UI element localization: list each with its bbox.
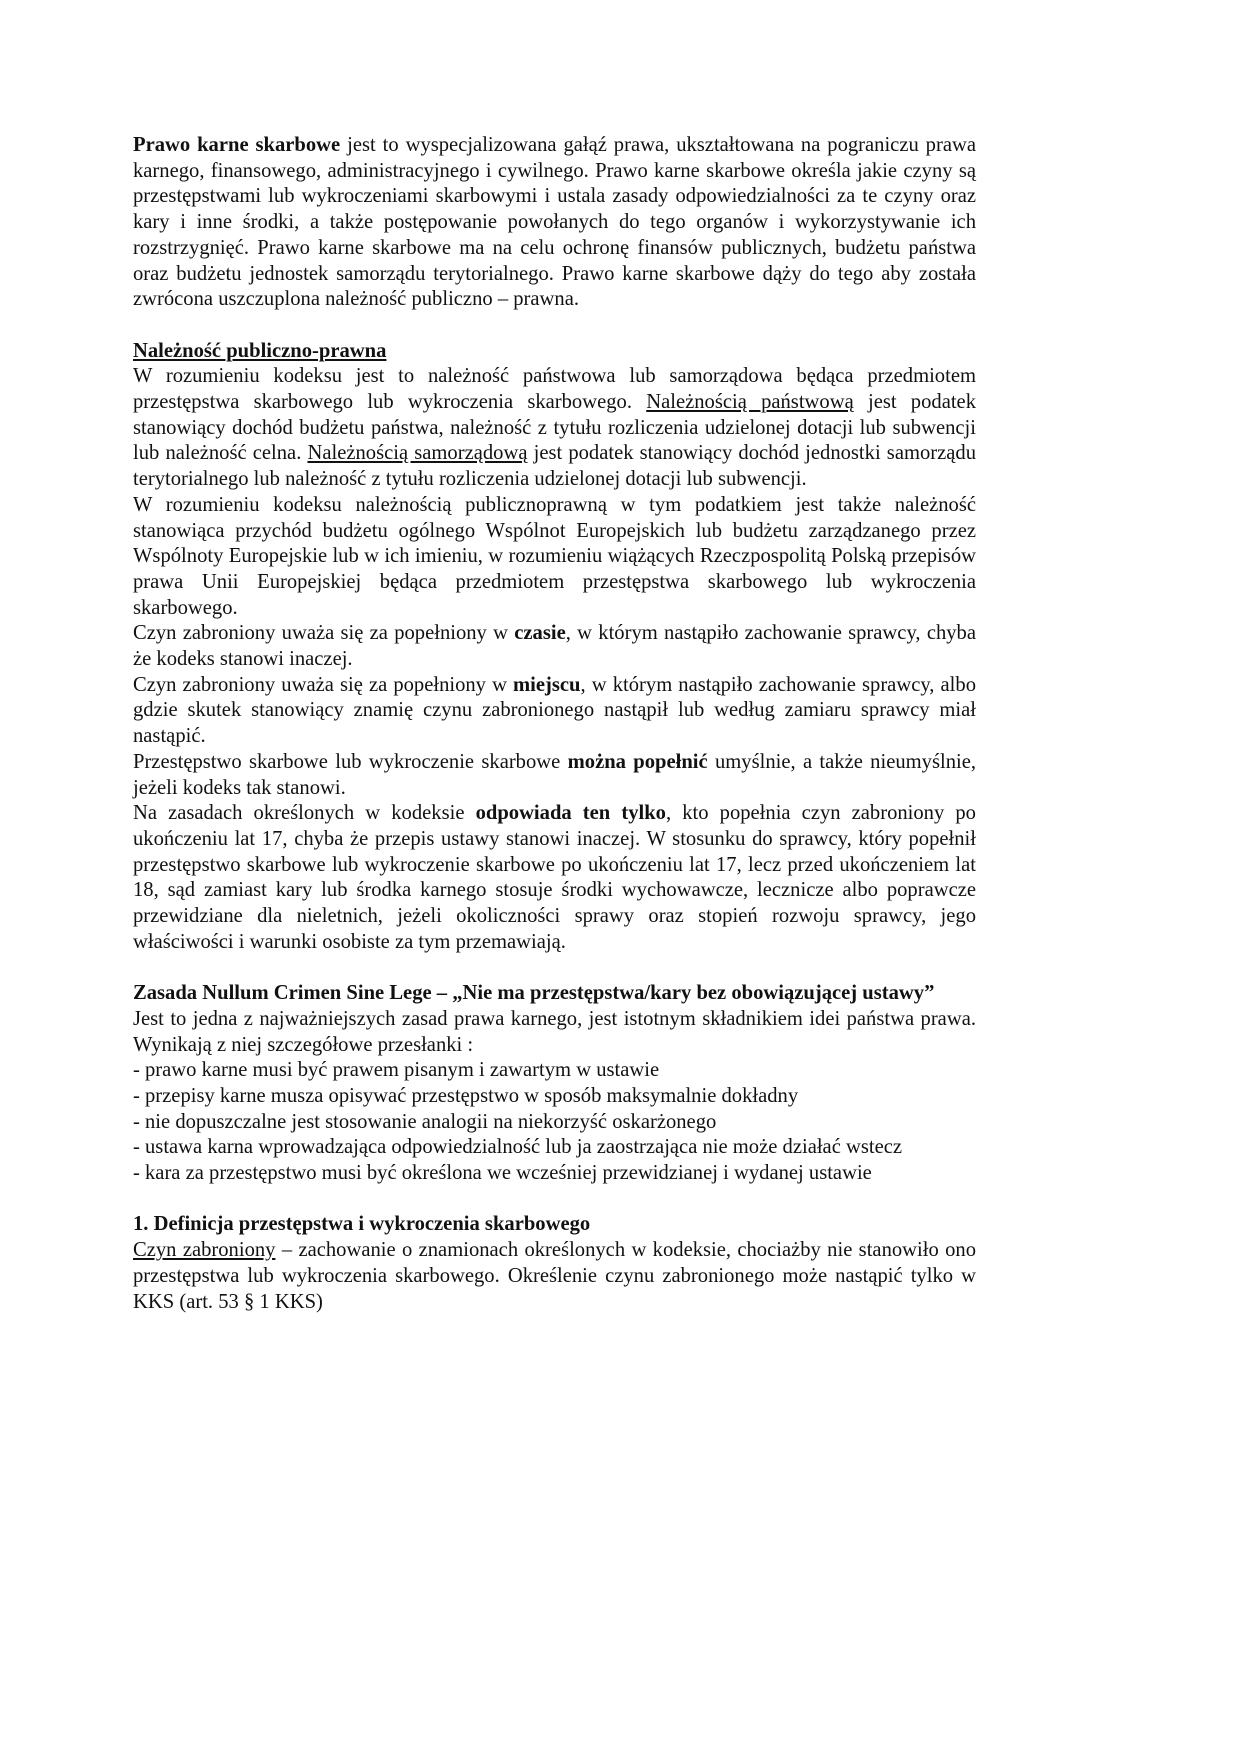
paragraph-spacer: [133, 1187, 976, 1213]
paragraph: [133, 493, 976, 622]
text: Przestępstwo skarbowe lub wykroczenie skarbowe: [133, 750, 568, 773]
text: Jest to jedna z najważniejszych zasad prawa karnego, jest istotnym składnikiem idei państwa prawa. Wynikają z niej szczegółowe przesłanki :: [133, 1007, 976, 1056]
text: Czyn zabroniony uważa się za popełniony w: [133, 622, 515, 645]
paragraph: [133, 1007, 976, 1058]
text: umyślnie, a także nieumyślnie, jeżeli kodeks tak stanowi.: [133, 750, 976, 799]
paragraph: [133, 621, 976, 672]
text: jest to wyspecjalizowana gałąź prawa, ukształtowana na pograniczu prawa karnego, finansowego, administracyjnego i cywilnego. Prawo karne skarbowe określa jakie czyny są przestępstwami lub wykroczeniami skarbowymi i ustala zasady odpowiedzialności za te czyny oraz kary i inne środki, a także postępowanie powołanych do tego organów i wykorzystywanie ich rozstrzygnięć. Prawo karne skarbowe ma na celu ochronę finansów publicznych, budżetu państwa oraz budżetu jednostek samorządu terytorialnego. Prawo karne skarbowe dąży do tego aby została zwrócona uszczuplona należność publiczno – prawna.: [133, 134, 976, 311]
paragraph: [133, 364, 976, 493]
paragraph: [133, 750, 976, 801]
text: jest podatek stanowiący dochód budżetu państwa, należność z tytułu rozliczenia udzielonej dotacji lub subwencji lub należność celna.: [133, 391, 976, 465]
text: , w którym nastąpiło zachowanie sprawcy, chyba że kodeks stanowi inaczej.: [133, 622, 976, 671]
text: Na zasadach określonych w kodeksie: [133, 802, 476, 825]
section-heading: [133, 981, 976, 1007]
paragraph: [133, 1238, 976, 1315]
bold-text: Zasada Nullum Crimen Sine Lege – „Nie ma przestępstwa/kary bez obowiązującej ustawy”: [133, 982, 935, 1005]
bold-text: Prawo karne skarbowe: [133, 134, 341, 156]
list-item: [133, 1058, 976, 1084]
text: Czyn zabroniony uważa się za popełniony w: [133, 673, 514, 696]
bold-text: Należność publiczno-prawna: [133, 339, 387, 362]
bold-text: czasie: [514, 622, 566, 645]
paragraph: [133, 133, 976, 313]
paragraph-spacer: [133, 313, 976, 339]
paragraph: [133, 801, 976, 955]
list-item: [133, 1084, 976, 1110]
paragraph: [133, 673, 976, 750]
paragraph-spacer: [133, 955, 976, 981]
section-heading: [133, 1212, 976, 1238]
text: , kto popełnia czyn zabroniony po ukończeniu lat 17, chyba że przepis ustawy stanowi inaczej. W stosunku do sprawcy, który popełnił przestępstwo skarbowe lub wykroczenie skarbowe po ukończeniu lat 17, lecz przed ukończeniem lat 18, sąd zamiast kary lub środka karnego stosuje środki wychowawcze, lecznicze albo poprawcze przewidziane dla nieletnich, jeżeli okoliczności sprawy oraz stopień rozwoju sprawcy, jego właściwości i warunki osobiste za tym przemawiają.: [133, 802, 976, 953]
bold-text: miejscu: [513, 673, 581, 696]
bold-text: odpowiada ten tylko: [475, 802, 666, 825]
document-page: [133, 133, 976, 1315]
bold-text: 1. Definicja przestępstwa i wykroczenia skarbowego: [133, 1213, 591, 1236]
text: - ustawa karna wprowadzająca odpowiedzialność lub ja zaostrzająca nie może działać wstecz: [133, 1136, 903, 1159]
text: W rozumieniu kodeksu jest to należność państwowa lub samorządowa będąca przedmiotem przestępstwa skarbowego lub wykroczenia skarbowego.: [133, 365, 976, 414]
list-item: [133, 1135, 976, 1161]
text: - przepisy karne musza opisywać przestępstwo w sposób maksymalnie dokładny: [133, 1084, 799, 1107]
text: - prawo karne musi być prawem pisanym i zawartym w ustawie: [133, 1059, 660, 1082]
bold-text: można popełnić: [567, 750, 708, 773]
underlined-term: Należnością samorządową: [307, 442, 528, 465]
text: - nie dopuszczalne jest stosowanie analogii na niekorzyść oskarżonego: [133, 1110, 717, 1133]
underlined-term: Czyn zabroniony: [133, 1239, 276, 1262]
text: W rozumieniu kodeksu należnością publicznoprawną w tym podatkiem jest także należność stanowiąca przychód budżetu ogólnego Wspólnot Europejskich lub budżetu zarządzanego przez Wspólnoty Europejskie lub w ich imieniu, w rozumieniu wiążących Rzeczpospolitą Polską przepisów prawa Unii Europejskiej będąca przedmiotem przestępstwa skarbowego lub wykroczenia skarbowego.: [133, 493, 976, 619]
text: , w którym nastąpiło zachowanie sprawcy, albo gdzie skutek stanowiący znamię czynu zabronionego nastąpił lub według zamiaru sprawcy miał nastąpić.: [133, 673, 976, 748]
list-item: [133, 1110, 976, 1136]
text: - kara za przestępstwo musi być określona we wcześniej przewidzianej i wydanej ustawie: [133, 1162, 872, 1185]
text: – zachowanie o znamionach określonych w kodeksie, chociażby nie stanowiło ono przestępstwa lub wykroczenia skarbowego. Określenie czynu zabronionego może nastąpić tylko w KKS (art. 53 § 1 KKS): [133, 1239, 977, 1313]
underlined-term: Należnością państwową: [646, 391, 854, 414]
section-heading: [133, 339, 976, 365]
text: jest podatek stanowiący dochód jednostki samorządu terytorialnego lub należność z tytułu rozliczenia udzielonej dotacji lub subwencji.: [133, 442, 977, 491]
list-item: [133, 1161, 976, 1187]
